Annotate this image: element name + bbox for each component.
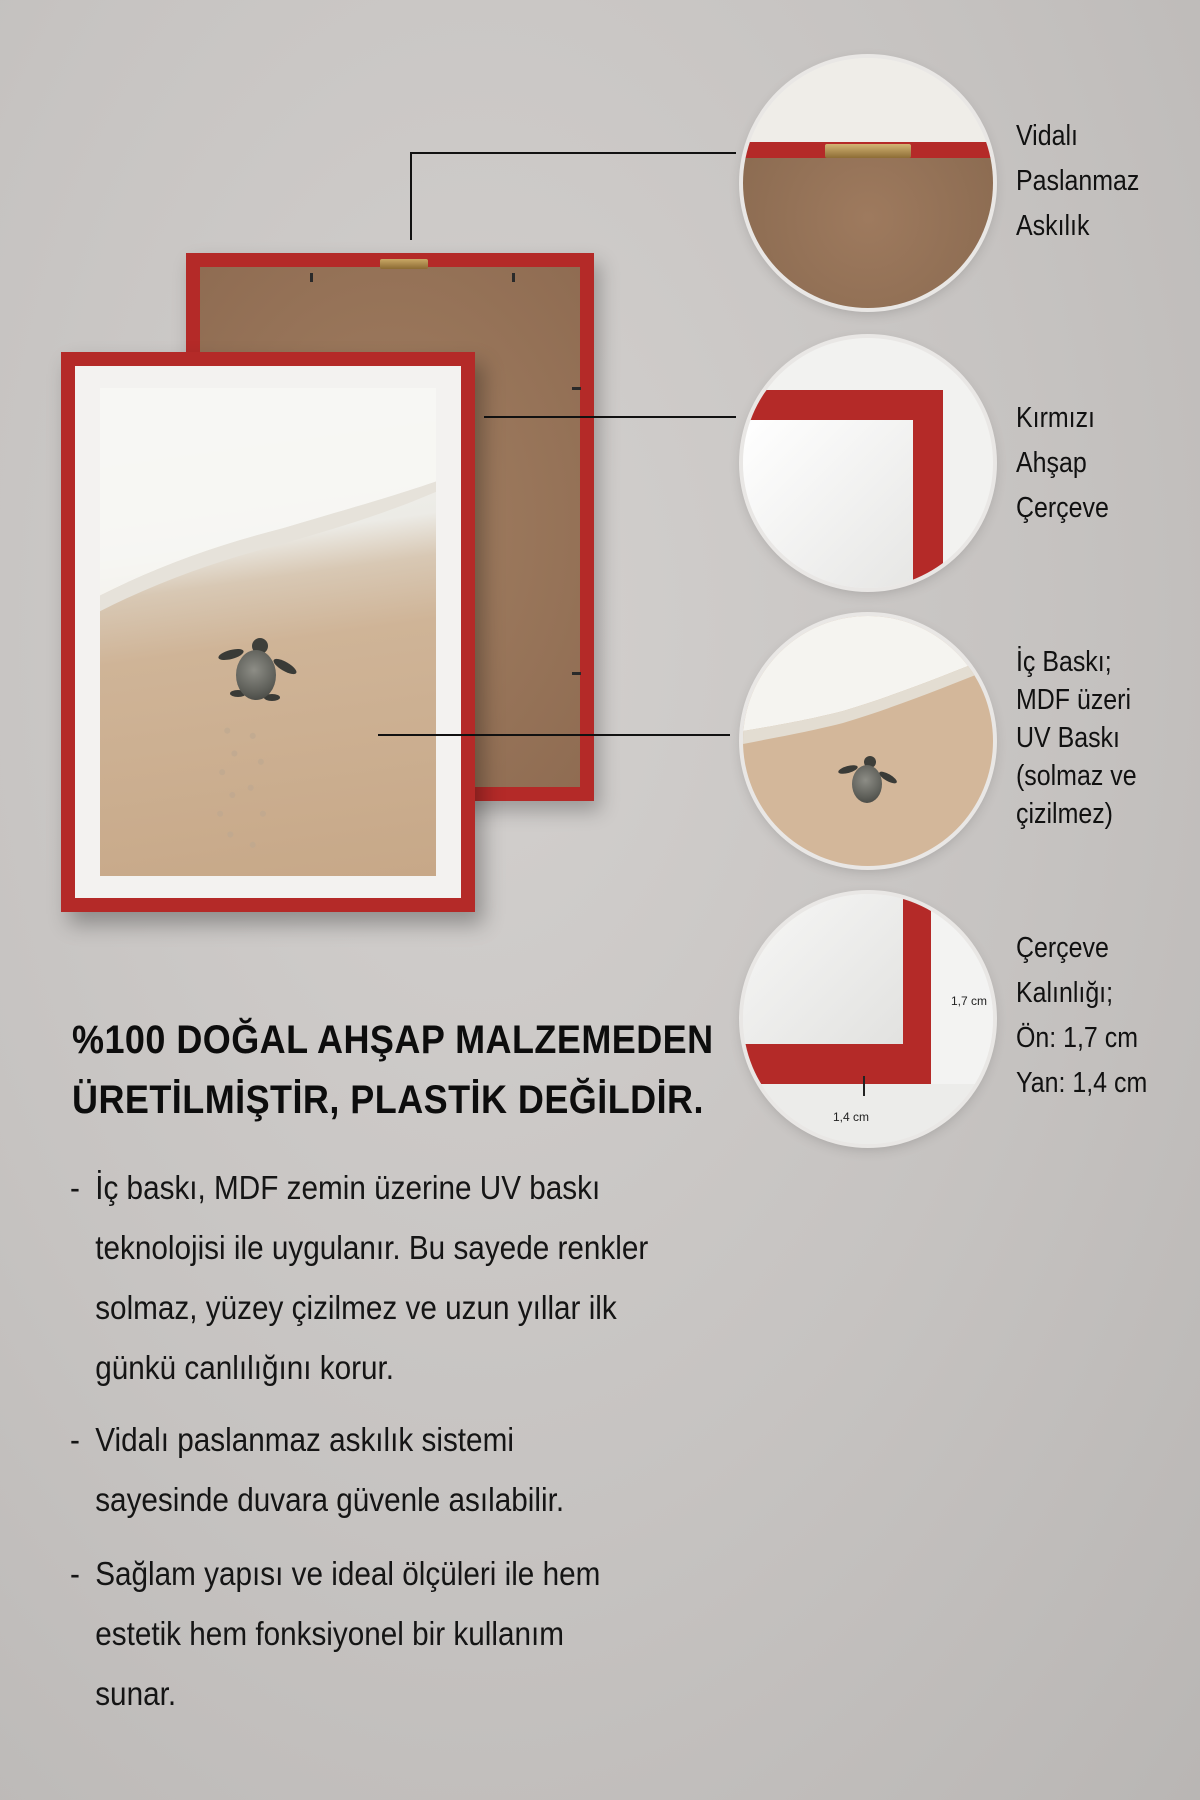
bullet-line: İç baskı, MDF zemin üzerine UV baskı [95, 1169, 601, 1206]
leader-line [484, 416, 736, 418]
clip [572, 387, 581, 390]
thickness-label [1016, 926, 1147, 1106]
bullet-line: Vidalı paslanmaz askılık sistemi [95, 1421, 514, 1458]
bullet-marker: - [70, 1421, 80, 1458]
clip [310, 273, 313, 282]
bullet-line: sayesinde duvara güvenle asılabilir. [95, 1481, 565, 1518]
leader-line [378, 734, 730, 736]
callout-line: Yan: 1,4 cm [1016, 1067, 1148, 1099]
leader-line [410, 152, 736, 154]
callout-line: çizilmez) [1016, 798, 1113, 830]
callout-line: Çerçeve [1016, 492, 1109, 524]
callout-line: Paslanmaz [1016, 165, 1140, 197]
callout-line: Ön: 1,7 cm [1016, 1022, 1138, 1054]
bullet-marker: - [70, 1169, 80, 1206]
bullet-marker: - [70, 1555, 80, 1592]
passe-partout [75, 366, 461, 898]
headline [72, 1010, 714, 1130]
clip [572, 672, 581, 675]
callout-line: İç Baskı; [1016, 646, 1112, 678]
headline-line: %100 DOĞAL AHŞAP MALZEMEDEN [72, 1018, 714, 1062]
bullet-line: teknolojisi ile uygulanır. Bu sayede renkler [95, 1229, 649, 1266]
callout-line: Çerçeve [1016, 932, 1109, 964]
frame-label [1016, 396, 1109, 531]
bullet-line: günkü canlılığını korur. [95, 1349, 395, 1386]
turtle-icon [218, 638, 298, 708]
clip [512, 273, 515, 282]
print-label [1016, 643, 1137, 833]
callout-line: UV Baskı [1016, 722, 1120, 754]
turtle-icon [838, 756, 898, 808]
frame-corner-circle [743, 338, 993, 588]
bullet-line: solmaz, yüzey çizilmez ve uzun yıllar ilk [95, 1289, 617, 1326]
side-dimension-label: 1,4 cm [833, 1110, 870, 1124]
callout-line: Kırmızı [1016, 402, 1095, 434]
front-frame-view [61, 352, 475, 912]
turtle-print-image [100, 388, 436, 876]
bullet-line: sunar. [95, 1675, 177, 1712]
hanger-label [1016, 114, 1139, 249]
callout-line: Kalınlığı; [1016, 977, 1114, 1009]
bullet-line: Sağlam yapısı ve ideal ölçüleri ile hem [95, 1555, 601, 1592]
callout-line: Vidalı [1016, 120, 1078, 152]
headline-line: ÜRETİLMİŞTİR, PLASTİK DEĞİLDİR. [72, 1078, 704, 1122]
thickness-detail-circle [743, 894, 993, 1144]
hanger-icon [380, 259, 428, 269]
bullet-line: estetik hem fonksiyonel bir kullanım [95, 1615, 565, 1652]
callout-line: Ahşap [1016, 447, 1087, 479]
hanger-icon [825, 144, 911, 158]
leader-line [410, 152, 412, 240]
callout-line: MDF üzeri [1016, 684, 1132, 716]
front-dimension-label: 1,7 cm [951, 994, 988, 1008]
print-detail-circle [743, 616, 993, 866]
callout-line: Askılık [1016, 210, 1090, 242]
hanger-detail-circle [743, 58, 993, 308]
callout-line: (solmaz ve [1016, 760, 1137, 792]
